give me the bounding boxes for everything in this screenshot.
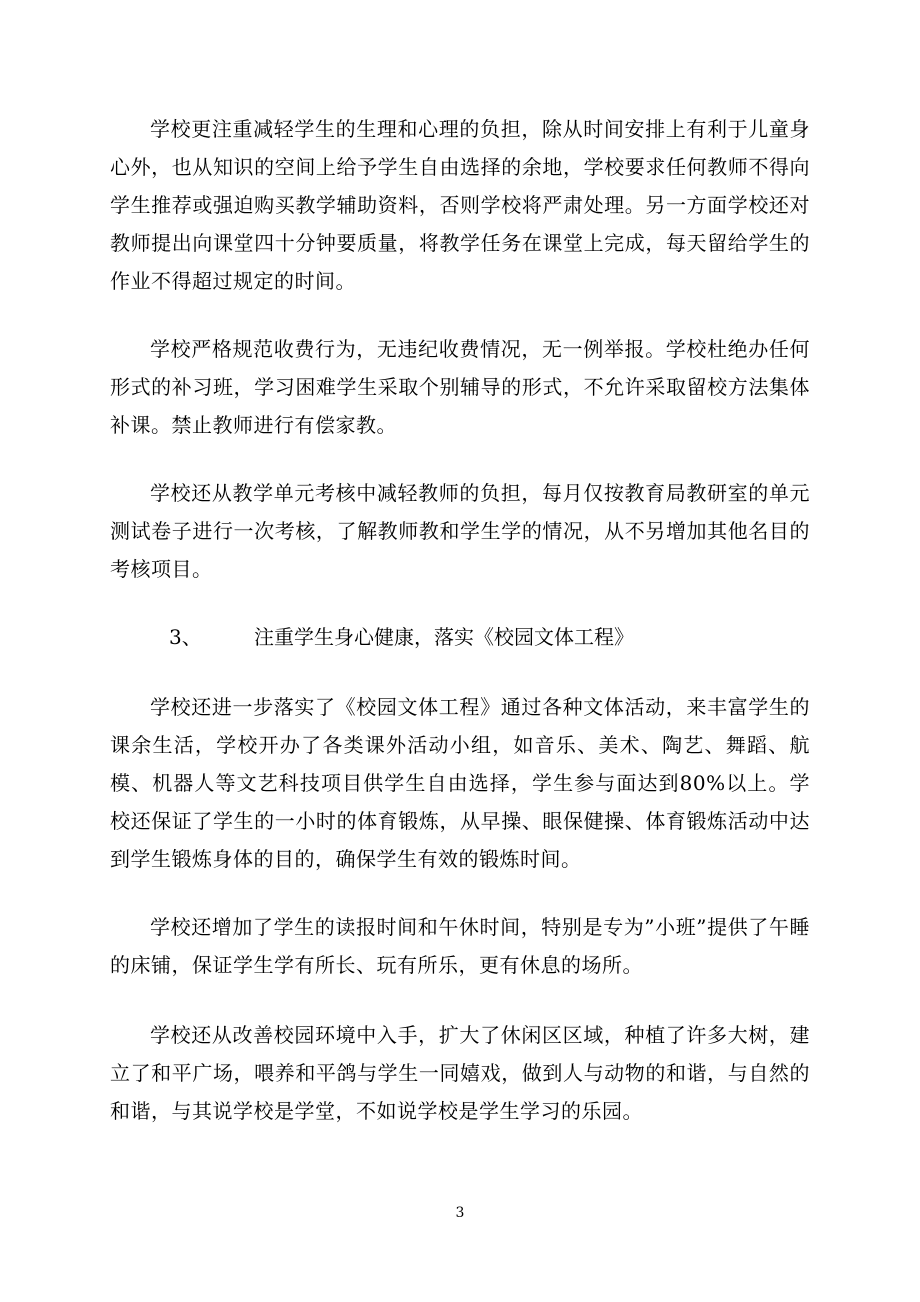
paragraph-6: 学校还从改善校园环境中入手，扩大了休闲区区域，种植了许多大树，建立了和平广场，喂养和平鸽与学生一同嬉戏，做到人与动物的和谐，与自然的和谐，与其说学校是学堂，不如说学校是学生学习的乐园。 — [110, 1023, 810, 1123]
paragraph-2: 学校严格规范收费行为，无违纪收费情况，无一例举报。学校杜绝办任何形式的补习班，学习困难学生采取个别辅导的形式，不允许采取留校方法集体补课。禁止教师进行有偿家教。 — [110, 337, 810, 437]
paragraph-4: 学校还进一步落实了《校园文体工程》通过各种文体活动，来丰富学生的课余生活，学校开办了各类课外活动小组，如音乐、美术、陶艺、舞蹈、航模、机器人等文艺科技项目供学生自由选择，学生参与面达到80%以上。学校还保证了学生的一小时的体育锻炼，从早操、眼保健操、体育锻炼活动中达到学生锻炼身体的目的，确保学生有效的锻炼时间。 — [110, 695, 810, 871]
section-title: 注重学生身心健康，落实《校园文体工程》 — [254, 625, 634, 649]
section-number: 3、 — [169, 625, 202, 649]
paragraph-5: 学校还增加了学生的读报时间和午休时间，特别是专为”小班”提供了午睡的床铺，保证学生学有所长、玩有所乐，更有休息的场所。 — [110, 915, 810, 977]
section-heading — [169, 618, 809, 656]
paragraph-3: 学校还从教学单元考核中减轻教师的负担，每月仅按教育局教研室的单元测试卷子进行一次考核，了解教师教和学生学的情况，从不另增加其他名目的考核项目。 — [110, 481, 810, 581]
paragraph-1: 学校更注重减轻学生的生理和心理的负担，除从时间安排上有利于儿童身心外，也从知识的空间上给予学生自由选择的余地，学校要求任何教师不得向学生推荐或强迫购买教学辅助资料，否则学校将严肃处理。另一方面学校还对教师提出向课堂四十分钟要质量，将教学任务在课堂上完成，每天留给学生的作业不得超过规定的时间。 — [110, 117, 810, 293]
page-number: 3 — [455, 1205, 465, 1221]
